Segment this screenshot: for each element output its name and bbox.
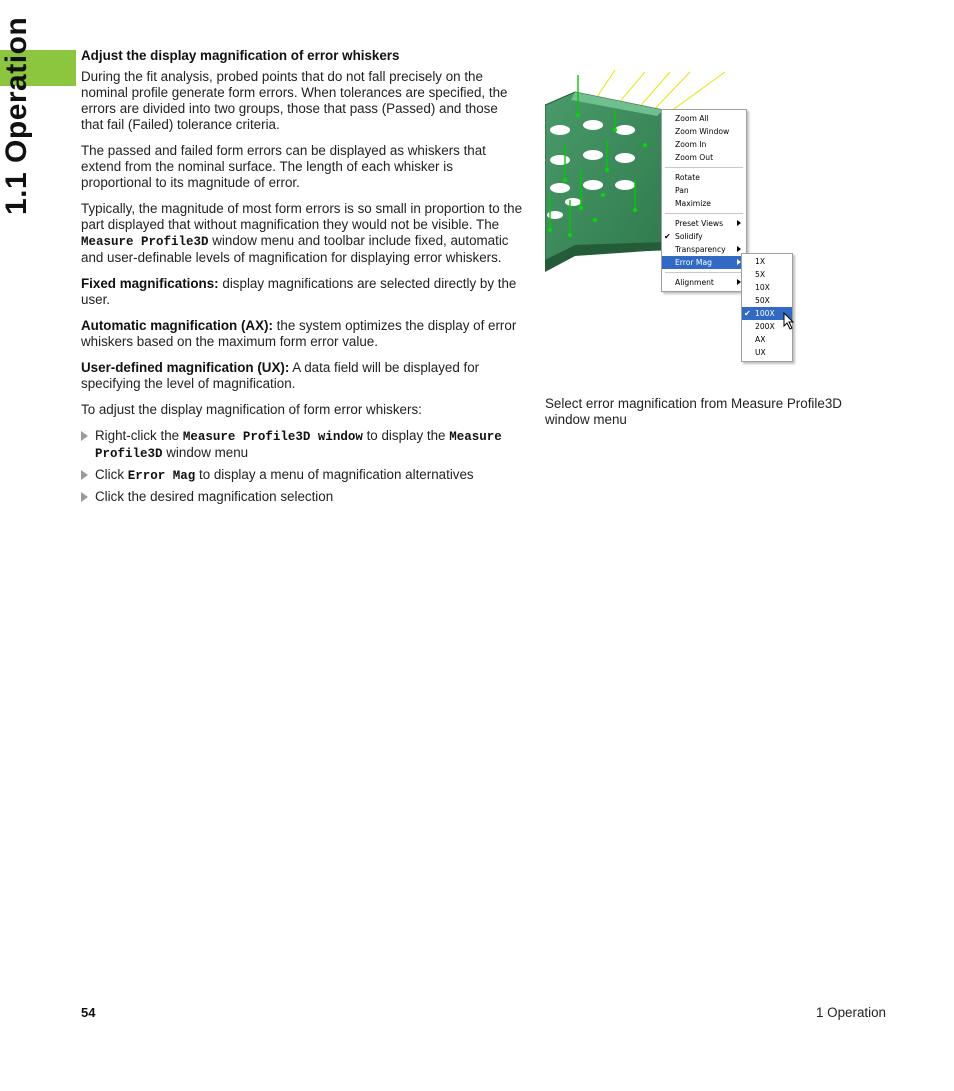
step-arrow-icon [81, 470, 88, 480]
error-mag-label: Error Mag [675, 258, 712, 267]
menu-item-transparency[interactable] [662, 243, 746, 256]
user-label: User-defined magnification (UX): [81, 360, 290, 375]
menu-item-zoom-all[interactable]: Zoom All [675, 114, 709, 123]
user-text: A data field will be displayed for specifying the level of magnification. [81, 360, 480, 391]
menu-item-rotate[interactable]: Rotate [675, 173, 700, 182]
menu-separator [665, 213, 743, 214]
step1-text-a: Right-click the [95, 428, 183, 443]
side-title-text: 1.1 Operation [0, 16, 33, 215]
menu-item-zoom-window[interactable]: Zoom Window [675, 127, 730, 136]
step3-text: Click the desired magnification selection [95, 489, 334, 504]
menu-item-preset-views[interactable] [662, 217, 746, 230]
paragraph-intro: To adjust the display magnification of form error whiskers: [81, 402, 422, 417]
error-mag-submenu [741, 253, 793, 362]
main-text-column [81, 48, 523, 510]
step-arrow-icon [81, 492, 88, 502]
step1-code-window: Measure Profile3D window [182, 430, 363, 444]
transparency-label: Transparency [675, 245, 726, 254]
fixed-text: display magnifications are selected directly by the user. [81, 276, 517, 307]
checkmark-icon: ✔ [744, 309, 751, 318]
menu-separator [665, 167, 743, 168]
fixed-label: Fixed magnifications: [81, 276, 219, 291]
screenshot-figure [545, 70, 817, 365]
submenu-item-ux[interactable]: UX [755, 348, 766, 357]
p3-code: Measure Profile3D [81, 235, 209, 249]
menu-item-pan[interactable]: Pan [675, 186, 689, 195]
submenu-item-50x[interactable]: 50X [755, 296, 770, 305]
menu-item-zoom-in[interactable]: Zoom In [675, 140, 707, 149]
p3-text-a: Typically, the magnitude of most form errors is so small in proportion to the part displayed that without magnification they would not be visible. The [81, 201, 523, 232]
submenu-item-5x[interactable]: 5X [755, 270, 766, 279]
menu-separator [665, 272, 743, 273]
step1-text-c: window menu [162, 445, 249, 460]
figure-caption: Select error magnification from Measure Profile3D window menu [545, 396, 842, 427]
paragraph-user [81, 360, 523, 392]
step1-text-b: to display the [362, 428, 450, 443]
preset-views-label: Preset Views [675, 219, 724, 228]
step2-code: Error Mag [127, 469, 196, 483]
alignment-label: Alignment [675, 278, 714, 287]
step1-code-menu: Measure Profile3D [95, 430, 502, 461]
step2-text-a: Click [95, 467, 128, 482]
submenu-item-1x[interactable]: 1X [755, 257, 766, 266]
step-item [81, 428, 523, 462]
auto-text: the system optimizes the display of error whiskers based on the maximum form error value. [81, 318, 517, 349]
menu-item-zoom-out[interactable]: Zoom Out [675, 153, 714, 162]
menu-item-maximize[interactable]: Maximize [675, 199, 711, 208]
p3-text-b: window menu and toolbar include fixed, automatic and user-definable levels of magnification for displaying error whiskers. [81, 233, 509, 265]
auto-label: Automatic magnification (AX): [81, 318, 273, 333]
submenu-item-10x[interactable]: 10X [755, 283, 770, 292]
paragraph-whiskers: The passed and failed form errors can be displayed as whiskers that extend from the nominal surface. The length of each whisker is proportional to its magnitude of error. [81, 143, 486, 190]
submenu-arrow-icon [737, 246, 741, 252]
submenu-arrow-icon [737, 220, 741, 226]
paragraph-magnitude [81, 201, 523, 266]
step-item [81, 489, 523, 505]
opt-100x-label: 100X [755, 309, 775, 318]
solidify-label: Solidify [675, 232, 703, 241]
menu-item-solidify[interactable] [662, 230, 746, 243]
mouse-cursor-icon [783, 312, 795, 330]
footer-section-name: 1 Operation [816, 1005, 886, 1020]
context-menu [661, 109, 747, 292]
page-number: 54 [81, 1005, 96, 1020]
step-list [81, 428, 523, 505]
section-heading: Adjust the display magnification of error whiskers [81, 48, 400, 63]
menu-item-error-mag[interactable] [662, 256, 746, 269]
submenu-item-ax[interactable]: AX [755, 335, 766, 344]
menu-item-alignment[interactable] [662, 276, 746, 289]
paragraph-auto [81, 318, 523, 350]
paragraph-fixed [81, 276, 523, 308]
checkmark-icon: ✔ [664, 232, 671, 241]
submenu-item-200x[interactable]: 200X [755, 322, 775, 331]
step-item [81, 467, 523, 484]
step2-text-b: to display a menu of magnification alternatives [195, 467, 474, 482]
step-arrow-icon [81, 431, 88, 441]
paragraph-fit-analysis: During the fit analysis, probed points that do not fall precisely on the nominal profile generate form errors. When tolerances are specified, the errors are divided into two groups, those that pass (Passed) and those that fail (Failed) tolerance criteria. [81, 69, 508, 132]
